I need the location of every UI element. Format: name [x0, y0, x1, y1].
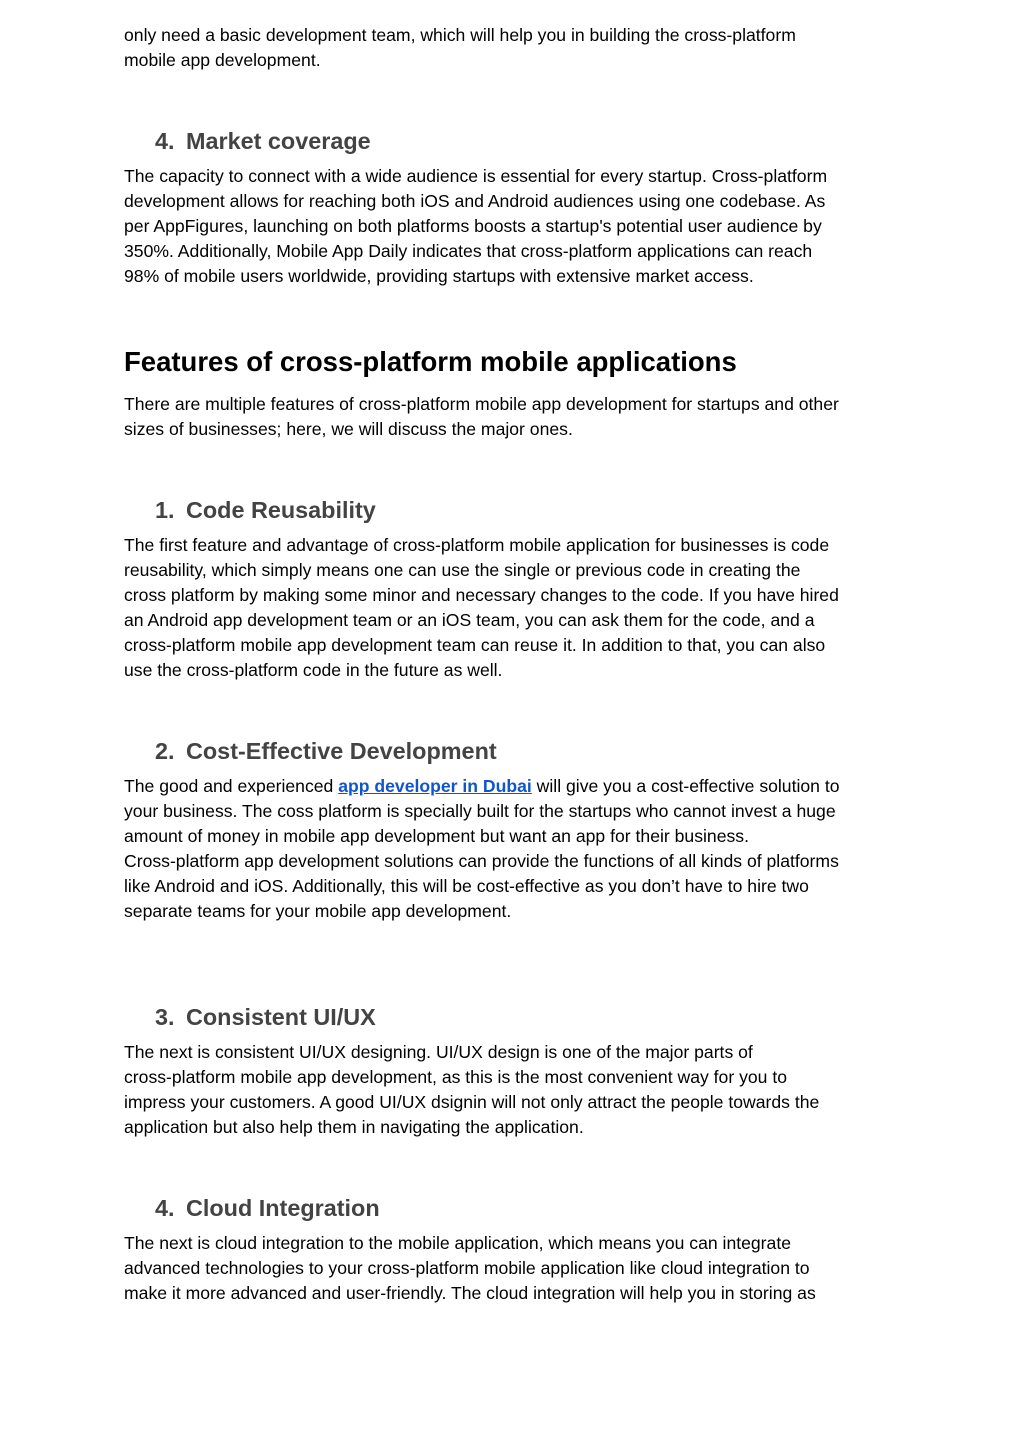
paragraph-line: The capacity to connect with a wide audience is essential for every startup. Cross-platform: [124, 166, 828, 186]
paragraph-line: separate teams for your mobile app development.: [124, 901, 512, 921]
market-coverage-paragraph: [124, 164, 827, 289]
paragraph-line: The next is cloud integration to the mobile application, which means you can integrate: [124, 1233, 791, 1253]
cloud-integration-paragraph: [124, 1231, 816, 1306]
heading-text: Cloud Integration: [186, 1195, 380, 1221]
list-number: 2.: [155, 738, 175, 764]
app-developer-dubai-link[interactable]: app developer in Dubai: [338, 776, 532, 796]
paragraph-line: per AppFigures, launching on both platforms boosts a startup's potential user audience by: [124, 216, 822, 236]
paragraph-line: use the cross-platform code in the future as well.: [124, 660, 503, 680]
section-heading-code-reusability: [124, 496, 376, 524]
paragraph-line: amount of money in mobile app development but want an app for their business.: [124, 826, 749, 846]
cost-effective-paragraph: [124, 774, 840, 924]
paragraph-line: 350%. Additionally, Mobile App Daily indicates that cross-platform applications can reach: [124, 241, 813, 261]
intro-paragraph: [124, 23, 796, 73]
section-heading-consistent-uiux: [124, 1003, 376, 1031]
section-heading-cost-effective: [124, 737, 497, 765]
paragraph-line: sizes of businesses; here, we will discuss the major ones.: [124, 419, 573, 439]
paragraph-line: impress your customers. A good UI/UX dsignin will not only attract the people towards the: [124, 1092, 820, 1112]
paragraph-line: [124, 774, 840, 799]
consistent-uiux-paragraph: [124, 1040, 819, 1140]
paragraph-line: cross platform by making some minor and necessary changes to the code. If you have hired: [124, 585, 839, 605]
list-number: 3.: [155, 1004, 175, 1030]
paragraph-line: reusability, which simply means one can use the single or previous code in creating the: [124, 560, 801, 580]
heading-text: Market coverage: [186, 128, 371, 154]
paragraph-line: cross-platform mobile app development team can reuse it. In addition to that, you can also: [124, 635, 826, 655]
paragraph-line: The next is consistent UI/UX designing. UI/UX design is one of the major parts of: [124, 1042, 753, 1062]
section-heading-market-coverage: [124, 127, 371, 155]
heading-text: Consistent UI/UX: [186, 1004, 376, 1030]
paragraph-line: The first feature and advantage of cross-platform mobile application for businesses is code: [124, 535, 830, 555]
section-heading-cloud-integration: [124, 1194, 380, 1222]
paragraph-line: Cross-platform app development solutions can provide the functions of all kinds of platforms: [124, 851, 839, 871]
paragraph-line: cross-platform mobile app development, as this is the most convenient way for you to: [124, 1067, 788, 1087]
paragraph-line: There are multiple features of cross-platform mobile app development for startups and other: [124, 394, 839, 414]
text-run: will give you a cost-effective solution to: [531, 776, 840, 796]
text-run: The good and experienced: [124, 776, 339, 796]
features-paragraph: [124, 392, 839, 442]
paragraph-line: an Android app development team or an iOS team, you can ask them for the code, and a: [124, 610, 815, 630]
paragraph-line: mobile app development.: [124, 50, 321, 70]
paragraph-line: your business. The coss platform is specially built for the startups who cannot invest a huge: [124, 801, 836, 821]
paragraph-line: like Android and iOS. Additionally, this will be cost-effective as you don’t have to hire two: [124, 876, 809, 896]
paragraph-line: advanced technologies to your cross-platform mobile application like cloud integration to: [124, 1258, 810, 1278]
paragraph-line: 98% of mobile users worldwide, providing startups with extensive market access.: [124, 266, 754, 286]
paragraph-line: only need a basic development team, which will help you in building the cross-platform: [124, 25, 796, 45]
code-reusability-paragraph: [124, 533, 839, 683]
paragraph-line: application but also help them in navigating the application.: [124, 1117, 584, 1137]
list-number: 1.: [155, 497, 175, 523]
paragraph-line: development allows for reaching both iOS and Android audiences using one codebase. As: [124, 191, 826, 211]
list-number: 4.: [155, 128, 175, 154]
heading-text: Cost-Effective Development: [186, 738, 497, 764]
section-heading-features: Features of cross-platform mobile applications: [124, 346, 737, 377]
heading-text: Code Reusability: [186, 497, 376, 523]
list-number: 4.: [155, 1195, 175, 1221]
paragraph-line: make it more advanced and user-friendly. The cloud integration will help you in storing as: [124, 1283, 816, 1303]
